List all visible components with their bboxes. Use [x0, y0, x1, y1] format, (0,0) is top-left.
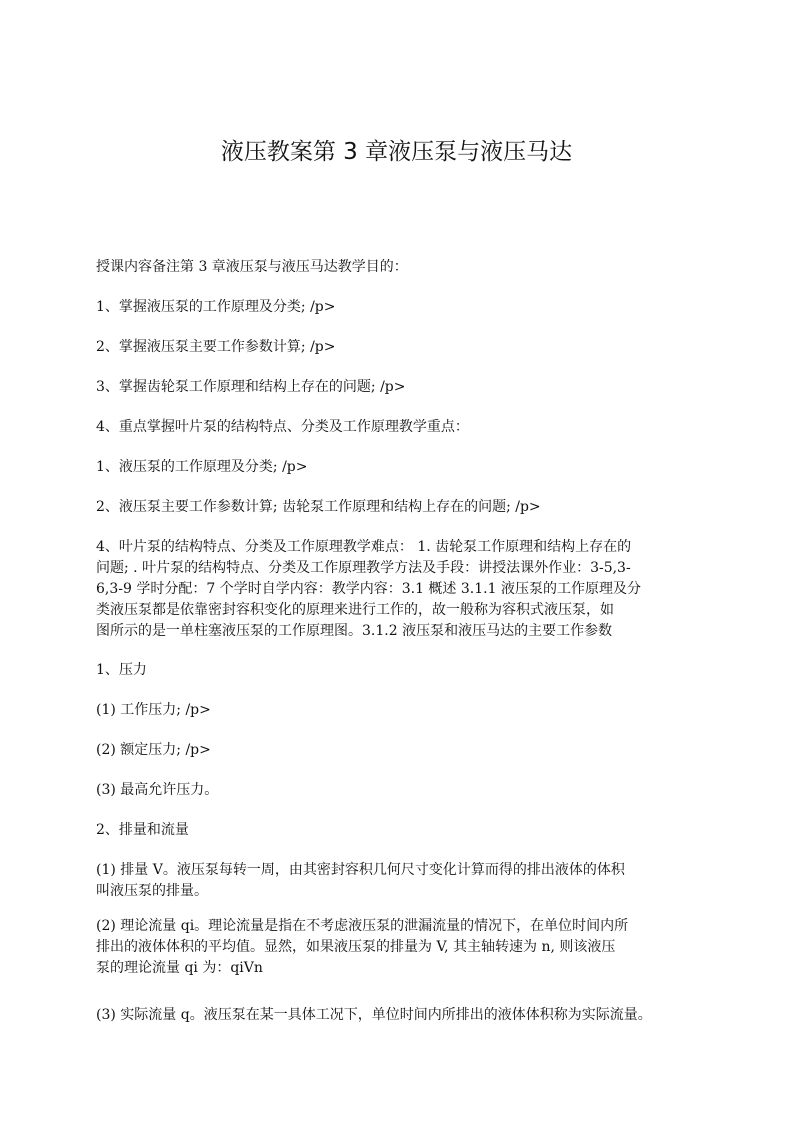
paragraph [96, 496, 541, 518]
paragraph-line: 4、叶片泵的结构特点、分类及工作原理教学难点： 1. 齿轮泵工作原理和结构上存在的 [96, 539, 632, 555]
paragraph [96, 819, 189, 841]
paragraph-line: (3) 实际流量 q。液压泵在某一具体工况下，单位时间内所排出的液体体积称为实际流量。 [96, 1007, 652, 1023]
paragraph-line: 排出的液体体积的平均值。显然，如果液压泵的排量为 V, 其主轴转速为 n, 则该液压 [96, 939, 616, 955]
paragraph [96, 860, 625, 902]
paragraph-line: 类液压泵都是依靠密封容积变化的原理来进行工作的，故一般称为容积式液压泵，如 [96, 602, 614, 618]
paragraph-line: 1、压力 [96, 662, 147, 678]
paragraph-line: 图所示的是一单柱塞液压泵的工作原理图。3.1.2 液压泵和液压马达的主要工作参数 [96, 623, 613, 639]
paragraph [96, 699, 211, 721]
page-title: 液压教案第 3 章液压泵与液压马达 [220, 139, 573, 165]
paragraph-line: 2、排量和流量 [96, 822, 189, 838]
paragraph-line: 3、掌握齿轮泵工作原理和结构上存在的问题; /p> [96, 379, 406, 395]
paragraph-line: 1、掌握液压泵的工作原理及分类; /p> [96, 299, 336, 315]
paragraph-line: 问题; . 叶片泵的结构特点、分类及工作原理教学方法及手段：讲授法课外作业：3-5,3- [96, 560, 631, 576]
paragraph [96, 336, 335, 358]
paragraph [96, 376, 405, 398]
paragraph [96, 916, 628, 979]
paragraph [96, 537, 641, 642]
paragraph [96, 659, 147, 681]
paragraph-line: 泵的理论流量 qi 为：qiVn [96, 960, 263, 976]
paragraph-line: (2) 额定压力; /p> [96, 742, 211, 758]
paragraph-line: 1、液压泵的工作原理及分类; /p> [96, 459, 308, 475]
paragraph [96, 416, 469, 438]
paragraph-line: (2) 理论流量 qi。理论流量是指在不考虑液压泵的泄漏流量的情况下，在单位时间内所 [96, 918, 629, 934]
paragraph-line: (1) 排量 V。液压泵每转一周，由其密封容积几何尺寸变化计算而得的排出液体的体积 [96, 862, 625, 878]
paragraph-line: 6,3-9 学时分配：7 个学时自学内容：教学内容：3.1 概述 3.1.1 液压泵的工作原理及分 [96, 581, 641, 597]
paragraph-line: (3) 最高允许压力。 [96, 782, 219, 798]
paragraph [96, 456, 307, 478]
paragraph-line: (1) 工作压力; /p> [96, 702, 211, 718]
paragraph [96, 296, 335, 318]
paragraph-line: 4、重点掌握叶片泵的结构特点、分类及工作原理教学重点： [96, 419, 469, 435]
paragraph [96, 779, 218, 801]
paragraph-line: 授课内容备注第 3 章液压泵与液压马达教学目的： [96, 259, 408, 275]
paragraph-line: 2、掌握液压泵主要工作参数计算; /p> [96, 339, 336, 355]
paragraph [96, 256, 408, 278]
paragraph-line: 2、液压泵主要工作参数计算; 齿轮泵工作原理和结构上存在的问题; /p> [96, 499, 541, 515]
paragraph-line: 叫液压泵的排量。 [96, 883, 208, 899]
paragraph [96, 739, 211, 761]
paragraph [96, 1004, 652, 1026]
